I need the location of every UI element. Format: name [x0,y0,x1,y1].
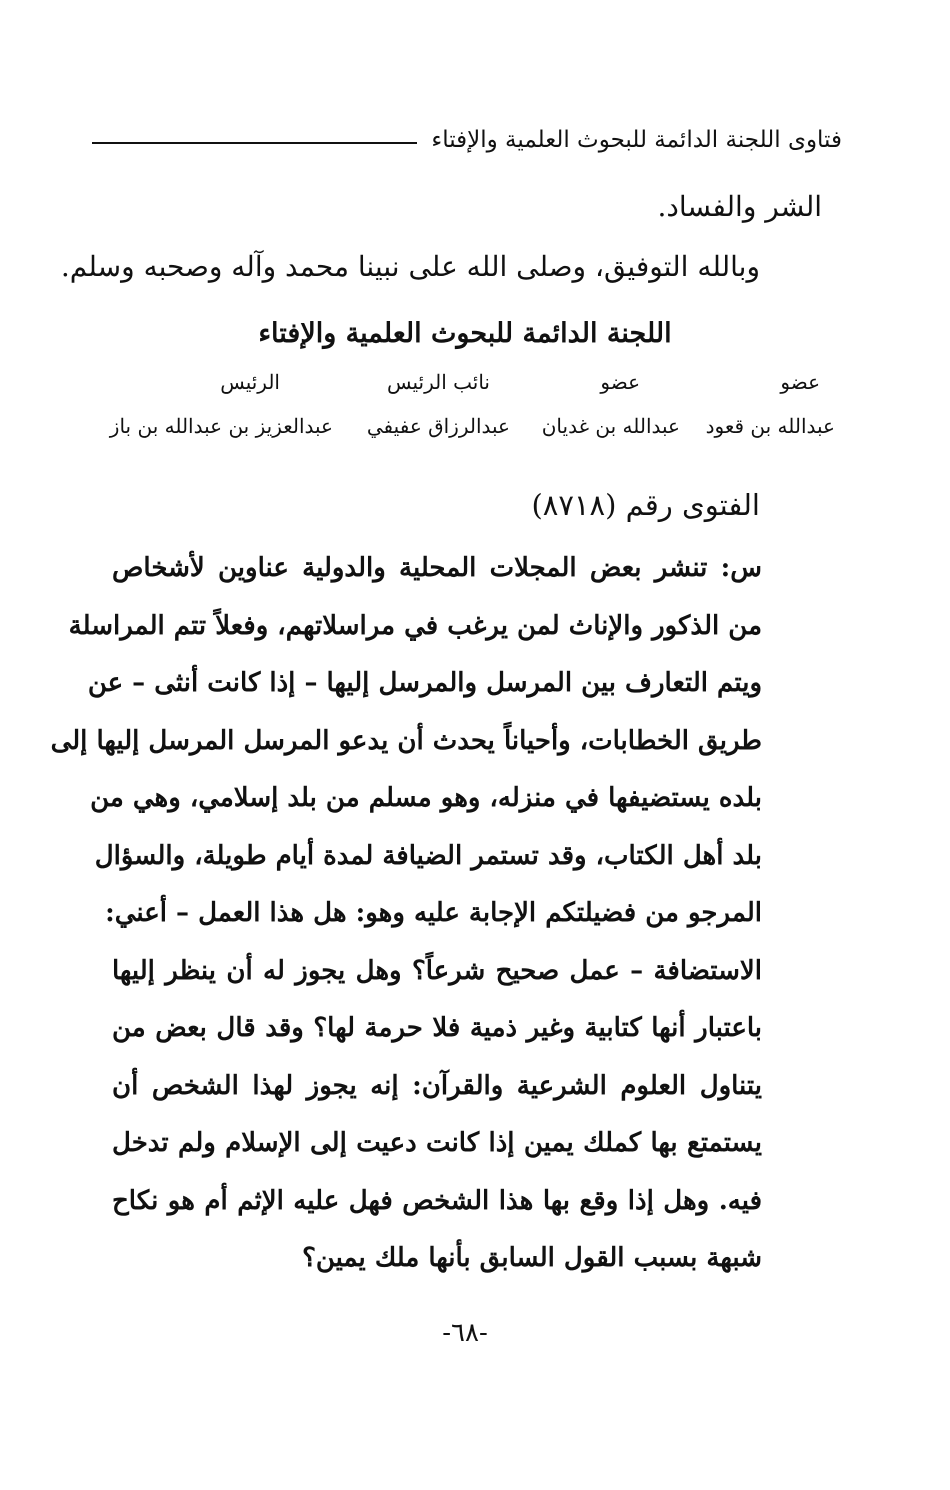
fatwa-number: الفتوى رقم (٨٧١٨) [531,488,760,522]
page-number: -٦٨- [442,1318,488,1348]
signatory-names [109,414,835,444]
committee-name: اللجنة الدائمة للبحوث العلمية والإفتاء [258,318,672,349]
running-header-title: فتاوى اللجنة الدائمة للبحوث العلمية والإفتاء [431,127,842,153]
signatory-role: عضو [600,370,640,394]
closing-supplication: وبالله التوفيق، وصلى الله على نبينا محمد وآله وصحبه وسلم. [60,250,760,283]
question-line: باعتبار أنها كتابية وغير ذمية فلا حرمة لها؟ وقد قال بعض من [112,1013,762,1043]
signatory-name: عبدالله بن قعود [705,414,835,438]
signatory-role: عضو [780,370,820,394]
signatory-role: نائب الرئيس [386,370,490,394]
signatory-name: عبدالرزاق عفيفي [366,414,510,438]
question-line: يتناول العلوم الشرعية والقرآن: إنه يجوز لهذا الشخص أن [112,1070,762,1101]
running-header [92,120,842,160]
question-line: شبهة بسبب القول السابق بأنها ملك يمين؟ [302,1243,762,1273]
question-line: س: تنشر بعض المجلات المحلية والدولية عناوين لأشخاص [112,553,762,583]
question-line: ويتم التعارف بين المرسل والمرسل إليها – إذا كانت أنثى – عن [87,668,762,698]
question-line: من الذكور والإناث لمن يرغب في مراسلاتهم، وفعلاً تتم المراسلة [68,610,762,641]
signatory-name: عبدالله بن غديان [541,414,680,438]
header-rule [92,142,417,144]
question-line: فيه. وهل إذا وقع بها هذا الشخص فهل عليه الإثم أم هو نكاح [112,1185,762,1216]
question-line: بلد أهل الكتاب، وقد تستمر الضيافة لمدة أيام طويلة، والسؤال [94,840,762,871]
signatory-name: عبدالعزيز بن عبدالله بن باز [109,414,333,438]
question-line: يستمتع بها كملك يمين إذا كانت دعيت إلى الإسلام ولم تدخل [112,1128,762,1158]
question-line: المرجو من فضيلتكم الإجابة عليه وهو: هل هذا العمل – أعني: [105,898,762,928]
question-line: بلده يستضيفها في منزله، وهو مسلم من بلد إسلامي، وهي من [90,783,762,813]
question-paragraph [50,540,762,1288]
previous-fatwa-ending: الشر والفساد. [657,190,822,223]
signatory-roles [110,370,820,400]
question-line: الاستضافة – عمل صحيح شرعاً؟ وهل يجوز له أن ينظر إليها [112,955,762,986]
question-line: طريق الخطابات، وأحياناً يحدث أن يدعو المرسل المرسل إليها إلى [50,725,762,756]
signatory-role: الرئيس [220,370,280,394]
